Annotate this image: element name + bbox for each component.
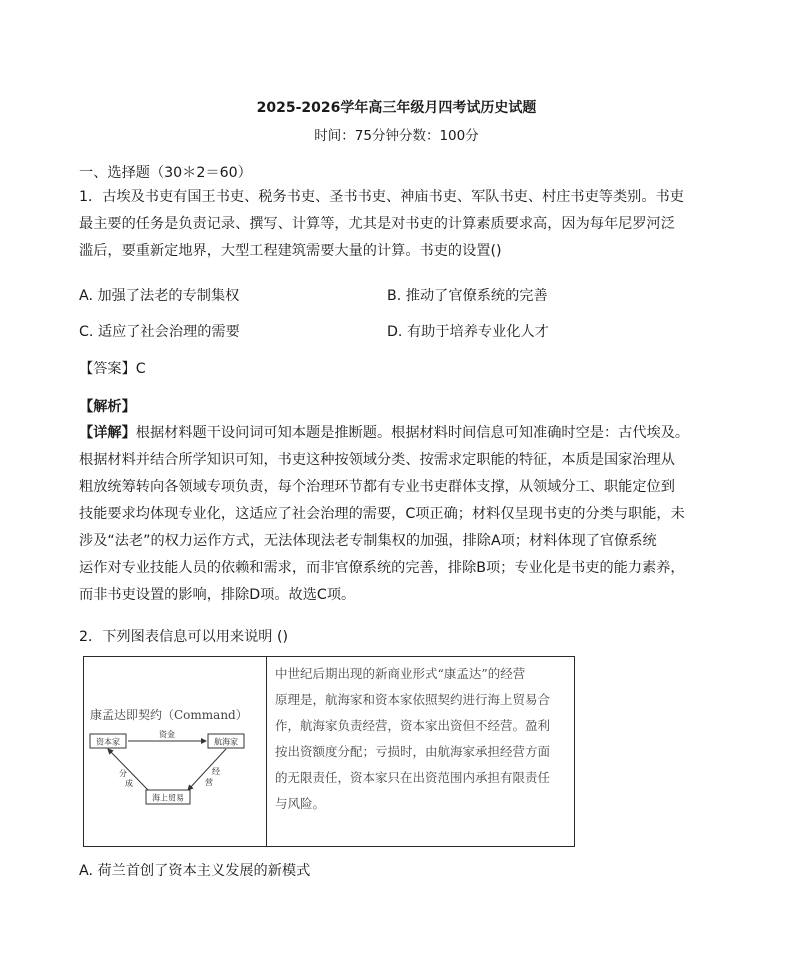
q1-option-c: C. 适应了社会治理的需要: [79, 324, 240, 340]
exam-time-score: 时间：75分钟分数：100分: [314, 128, 479, 144]
diagram-title: 康孟达即契约（Command）: [90, 708, 248, 722]
q2-option-a: A. 荷兰首创了资本主义发展的新模式: [79, 863, 311, 879]
q1-detail-line: 技能要求均体现专业化，这适应了社会治理的需要，C项正确；材料仅呈现书吏的分类与职能，未: [79, 506, 685, 522]
q1-detail-line: 而非书吏设置的影响，排除D项。故选C项。: [79, 587, 356, 603]
material-line: 作，航海家负责经营，资本家出资但不经营。盈利: [275, 718, 551, 733]
navigator-label: 航海家: [214, 737, 238, 747]
capital-edge-label: 资金: [159, 730, 175, 739]
commenda-diagram: [84, 657, 266, 848]
q1-stem-line: 1．古埃及书吏有国王书吏、税务书吏、圣书书吏、神庙书吏、军队书吏、村庄书吏等类别。书吏: [79, 189, 684, 205]
q1-option-a: A. 加强了法老的专制集权: [79, 288, 240, 304]
q2-material-text: [267, 657, 575, 847]
material-line: 的无限责任，资本家只在出资范围内承担有限责任: [275, 770, 551, 785]
q2-diagram-cell: [84, 657, 267, 847]
q1-detail-line: 根据材料并结合所学知识可知，书吏这种按领域分类、按需求定职能的特征，本质是国家治理从: [79, 452, 675, 468]
share-edge-label-1: 分: [119, 769, 127, 778]
trade-label: 海上贸易: [152, 793, 184, 803]
manage-edge-label-1: 经: [212, 767, 220, 776]
q1-stem-line: 最主要的任务是负责记录、撰写、计算等，尤其是对书吏的计算素质要求高，因为每年尼罗河泛: [79, 216, 675, 232]
q1-option-b: B. 推动了官僚系统的完善: [387, 288, 548, 304]
q1-stem-line: 滥后，要重新定地界，大型工程建筑需要大量的计算。书吏的设置(): [79, 243, 502, 259]
capitalist-label: 资本家: [96, 737, 120, 747]
q1-answer: 【答案】C: [79, 361, 146, 377]
q1-option-d: D. 有助于培养专业化人才: [387, 324, 549, 340]
share-edge-label-2: 成: [125, 779, 133, 788]
q1-detail-line: 运作对专业技能人员的依赖和需求，而非官僚系统的完善，排除B项；专业化是书吏的能力素养，: [79, 560, 685, 576]
material-line: 原理是，航海家和资本家依照契约进行海上贸易合: [275, 692, 551, 707]
material-line: 与风险。: [275, 796, 326, 811]
q1-detail-line: 根据材料题干设问词可知本题是推断题。根据材料时间信息可知准确时空是：古代埃及。: [135, 425, 690, 441]
manage-edge-label-2: 营: [205, 778, 213, 787]
q2-stem: 2．下列图表信息可以用来说明 (): [79, 629, 289, 645]
q1-analysis-heading: 【解析】: [79, 399, 136, 415]
q1-detail-line: 粗放统筹转向各领域专项负责，每个治理环节都有专业书吏群体支撑，从领域分工、职能定位到: [79, 479, 675, 495]
q1-detail-label: 【详解】: [79, 425, 136, 441]
q1-detail: [79, 420, 719, 609]
material-line: 按出资额度分配；亏损时，由航海家承担经营方面: [275, 744, 551, 759]
q2-material-table: [83, 656, 575, 847]
section-heading: 一、选择题（30＊2＝60）: [79, 165, 252, 181]
exam-title: 2025-2026学年高三年级月四考试历史试题: [256, 100, 537, 116]
q1-stem: [79, 184, 719, 265]
q1-detail-line: 涉及“法老”的权力运作方式，无法体现法老专制集权的加强，排除A项；材料体现了官僚系统: [79, 533, 657, 549]
material-line: 中世纪后期出现的新商业形式“康孟达”的经营: [275, 666, 526, 681]
